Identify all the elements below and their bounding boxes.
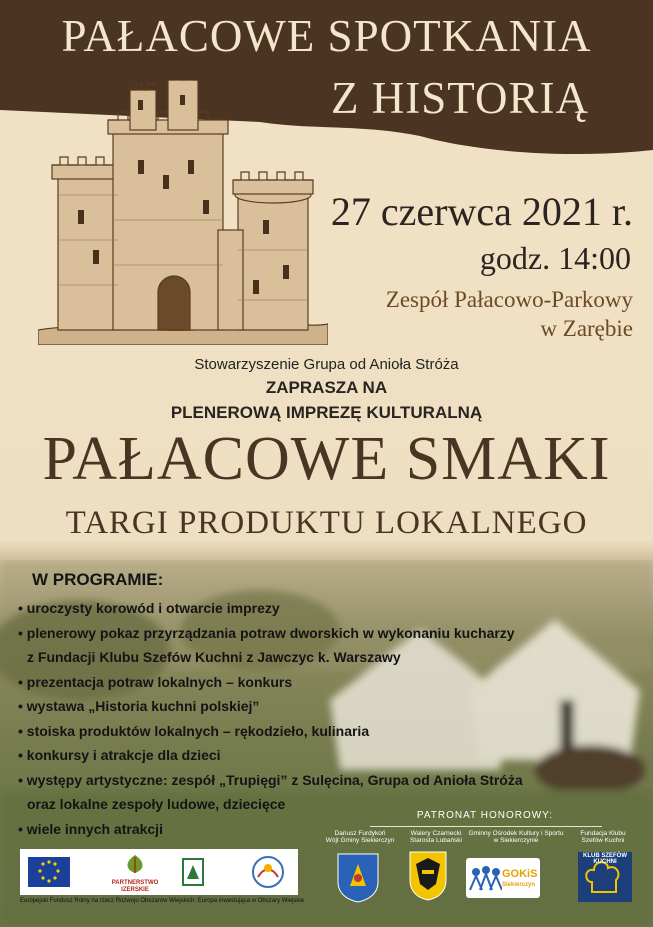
program-item: • stoiska produktów lokalnych – rękodzieło, kulinaria xyxy=(18,722,370,739)
invitation-line-1: ZAPRASZA NA xyxy=(265,378,388,397)
program-list xyxy=(18,596,618,841)
leader-logo-icon xyxy=(180,853,206,891)
program-item: • występy artystyczne: zespół „Trupięgi” z Sulęcina, Grupa od Anioła Stróża xyxy=(18,771,523,788)
organizer: Stowarzyszenie Grupa od Anioła Stróża xyxy=(194,356,459,373)
invitation-line-2: PLENEROWĄ IMPREZĘ KULTURALNĄ xyxy=(170,403,483,422)
patron-role: Starosta Lubański xyxy=(409,837,463,844)
leaf-icon xyxy=(106,853,164,875)
program-item: • wiele innych atrakcji xyxy=(18,820,163,837)
gokis-sub: Siekierczyn xyxy=(502,882,536,888)
venue-line-1: Zespół Pałacowo-Parkowy xyxy=(385,287,633,312)
event-time: godz. 14:00 xyxy=(479,240,631,276)
gokis-logo xyxy=(466,858,540,898)
event-date: 27 czerwca 2021 r. xyxy=(330,189,633,234)
patron-name: Fundacja Klubu xyxy=(580,830,626,837)
event-name: PAŁACOWE SMAKI xyxy=(42,425,611,493)
program-item: z Fundacji Klubu Szefów Kuchni z Jawczyc k. Warszawy xyxy=(27,649,401,665)
siekierczyn-crest-icon xyxy=(336,852,380,904)
patron-name: Walery Czarnecki xyxy=(410,830,462,837)
patron-role: Szefów Kuchni xyxy=(581,837,625,844)
gokis-label: GOKiS xyxy=(502,868,538,880)
prow-logo-icon xyxy=(248,853,288,891)
castle-illustration xyxy=(38,80,328,345)
patron-gokis xyxy=(466,830,566,844)
partnerstwo-izerskie-logo xyxy=(106,853,164,891)
patron-fundacja xyxy=(568,830,638,844)
patronage-title: PATRONAT HONOROWY: xyxy=(416,810,554,821)
program-item: • wystawa „Historia kuchni polskiej” xyxy=(18,698,260,714)
klub-szefow-kuchni-logo xyxy=(578,852,632,902)
program-item: • plenerowy pokaz przyrządzania potraw dworskich w wykonaniu kucharzy xyxy=(18,624,515,641)
patron-role: w Siekierczynie xyxy=(493,837,539,844)
program-section xyxy=(18,570,618,841)
program-item: • konkursy i atrakcje dla dzieci xyxy=(18,747,221,763)
program-item: oraz lokalne zespoły ludowe, dziecięce xyxy=(27,796,286,812)
venue-line-2: w Zarębie xyxy=(540,316,633,341)
footer-note: Europejski Fundusz Rolny na rzecz Rozwoju Obszarów Wiejskich: Europa inwestująca w Obszary Wiejskie xyxy=(20,898,305,904)
eu-flag-icon xyxy=(28,853,70,891)
program-item: • prezentacja potraw lokalnych – konkurs xyxy=(18,673,293,690)
divider xyxy=(370,826,602,827)
people-icon xyxy=(468,864,502,894)
partnerstwo-label: PARTNERSTWO IZERSKIE xyxy=(111,880,159,893)
sponsor-logos xyxy=(20,849,298,895)
patron-name: Gminny Ośrodek Kultury i Sportu xyxy=(468,830,564,837)
patron-name: Dariusz Furdykoń xyxy=(334,830,386,837)
event-subtitle: TARGI PRODUKTU LOKALNEGO xyxy=(65,505,588,541)
luban-county-crest-icon xyxy=(408,850,448,902)
title-line-1: PAŁACOWE SPOTKANIA xyxy=(61,11,592,61)
patron-starosta xyxy=(396,830,476,844)
patron-role: Wójt Gminy Siekierczyn xyxy=(325,837,395,844)
program-heading: W PROGRAMIE: xyxy=(32,570,164,589)
klub-label: KLUB SZEFÓW KUCHNI xyxy=(583,853,627,865)
title-line-2: Z HISTORIĄ xyxy=(331,73,589,123)
program-item: • uroczysty korowód i otwarcie imprezy xyxy=(18,600,280,616)
patron-wojt xyxy=(320,830,400,844)
